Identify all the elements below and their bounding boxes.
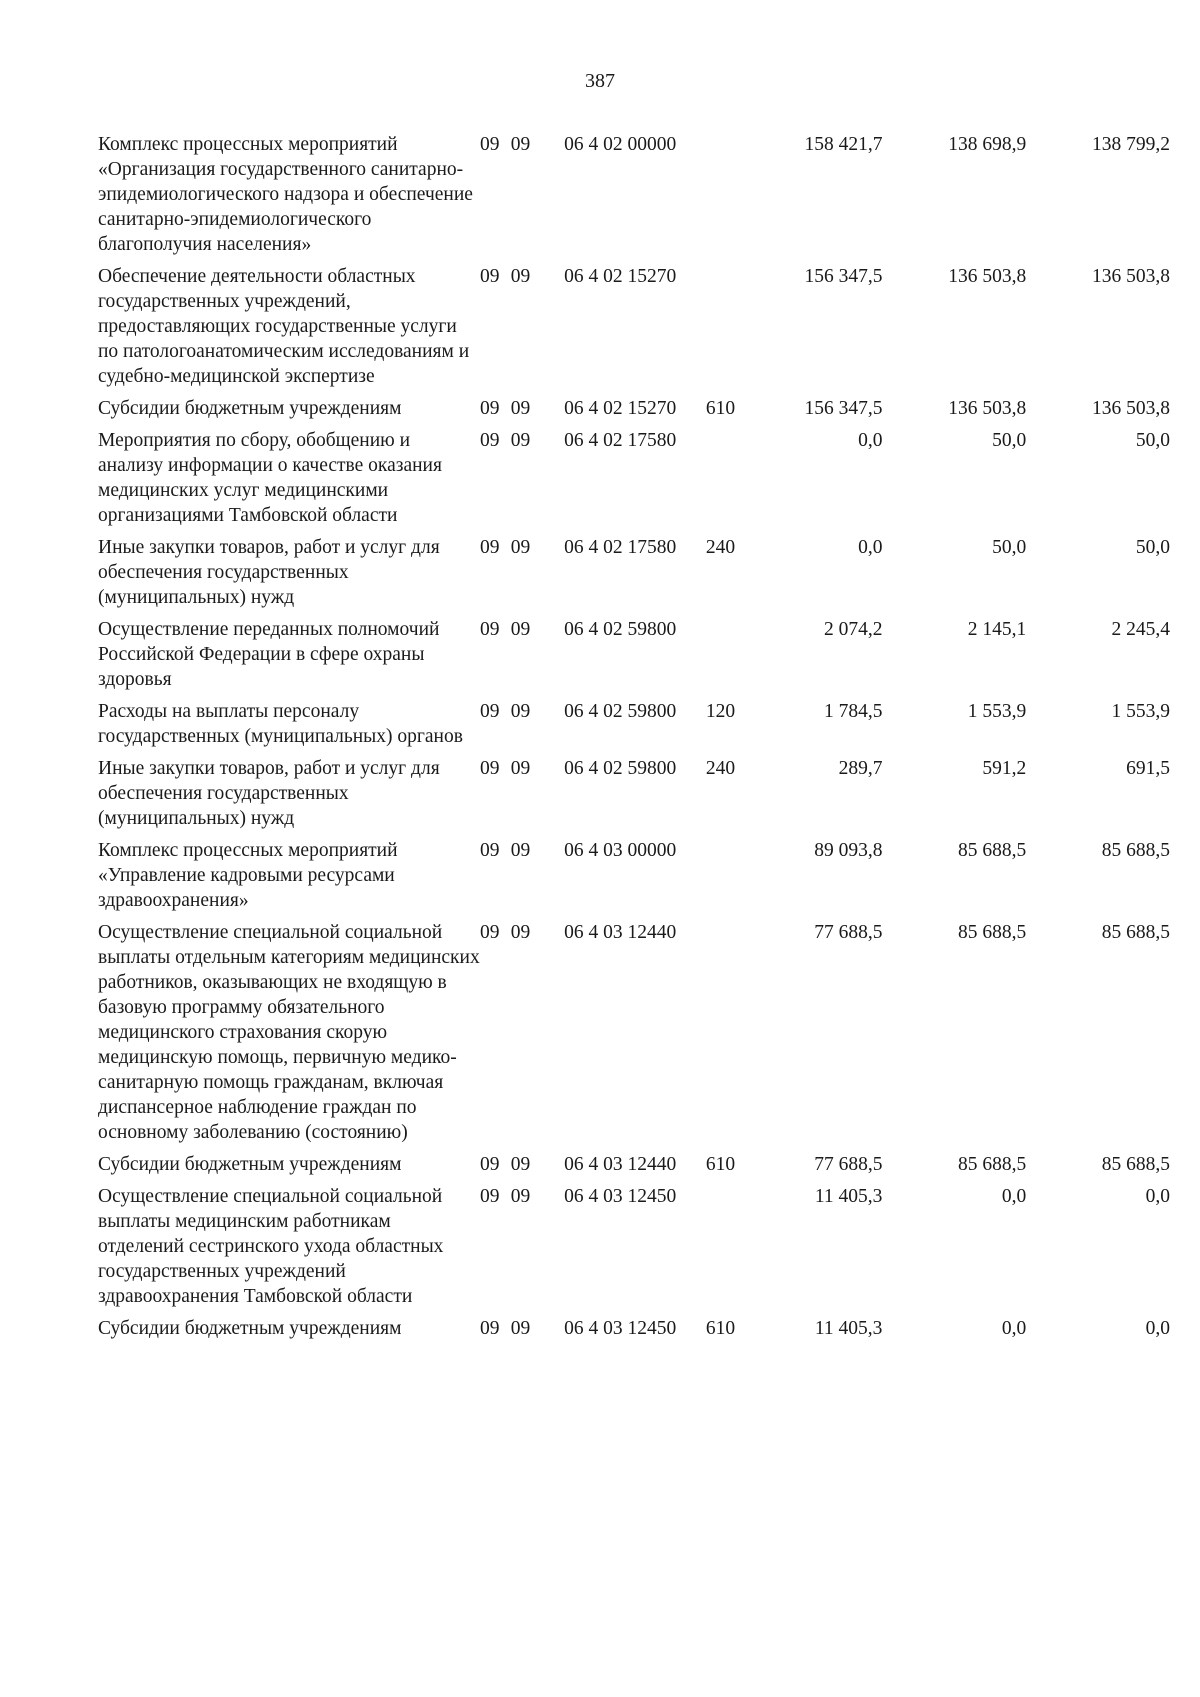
row-target-article: 06 4 03 12450: [564, 1186, 677, 1207]
row-subsection: 09: [510, 922, 531, 943]
row-amount-year-3: 50,0: [1135, 430, 1170, 451]
row-expense-type: 610: [705, 1154, 736, 1175]
page-number: 387: [585, 70, 615, 92]
row-amount-year-1: 0,0: [858, 537, 883, 558]
table-row: [98, 838, 1170, 920]
row-amount-year-2: 591,2: [982, 758, 1027, 779]
row-name: Иные закупки товаров, работ и услуг для обеспечения государственных (муниципальных) нужд: [98, 537, 440, 608]
row-target-article: 06 4 03 12440: [564, 1154, 677, 1175]
row-amount-year-3: 85 688,5: [1101, 840, 1170, 861]
row-amount-year-2: 85 688,5: [957, 922, 1027, 943]
row-amount-year-3: 50,0: [1135, 537, 1170, 558]
budget-table: [98, 132, 1170, 1348]
row-amount-year-3: 2 245,4: [1111, 619, 1170, 640]
row-amount-year-1: 77 688,5: [814, 1154, 883, 1175]
table-row: [98, 617, 1170, 699]
row-section: 09: [479, 266, 500, 287]
row-amount-year-1: 156 347,5: [804, 266, 883, 287]
row-target-article: 06 4 02 00000: [564, 134, 677, 155]
row-target-article: 06 4 03 12450: [564, 1318, 677, 1339]
row-amount-year-1: 11 405,3: [814, 1186, 883, 1207]
row-expense-type: 120: [705, 701, 736, 722]
row-target-article: 06 4 02 59800: [564, 619, 677, 640]
row-expense-type: [706, 264, 768, 396]
row-section: 09: [479, 1318, 500, 1339]
row-amount-year-2: 85 688,5: [957, 1154, 1027, 1175]
row-amount-year-1: 156 347,5: [804, 398, 883, 419]
row-amount-year-2: 0,0: [1001, 1318, 1027, 1339]
row-target-article: 06 4 03 00000: [564, 840, 677, 861]
row-section: 09: [479, 398, 500, 419]
row-amount-year-3: 0,0: [1145, 1318, 1170, 1339]
row-target-article: 06 4 02 59800: [564, 758, 677, 779]
row-amount-year-2: 1 553,9: [967, 701, 1027, 722]
row-subsection: 09: [510, 1318, 531, 1339]
row-name: Субсидии бюджетным учреждениям: [98, 398, 402, 419]
row-name: Мероприятия по сбору, обобщению и анализу информации о качестве оказания медицинских услуг медицинскими организациями Тамбовской области: [98, 430, 442, 526]
row-amount-year-3: 138 799,2: [1092, 134, 1170, 155]
row-expense-type: 610: [705, 398, 736, 419]
row-section: 09: [479, 758, 500, 779]
row-amount-year-1: 2 074,2: [823, 619, 883, 640]
table-row: [98, 535, 1170, 617]
row-section: 09: [479, 134, 500, 155]
row-subsection: 09: [510, 537, 531, 558]
row-section: 09: [479, 619, 500, 640]
row-target-article: 06 4 03 12440: [564, 922, 677, 943]
row-name: Осуществление специальной социальной выплаты отдельным категориям медицинских работников, оказывающих не входящую в базовую программу обязательного медицинского страхования скорую медицинскую помощь, первичную медико-санитарную помощь гражданам, включая диспансерное наблюдение граждан по основному заболеванию (состоянию): [98, 922, 480, 1143]
row-name: Расходы на выплаты персоналу государственных (муниципальных) органов: [98, 701, 463, 747]
row-target-article: 06 4 02 59800: [564, 701, 677, 722]
table-row: [98, 756, 1170, 838]
row-name: Иные закупки товаров, работ и услуг для обеспечения государственных (муниципальных) нужд: [98, 758, 440, 829]
row-name: Осуществление специальной социальной выплаты медицинским работникам отделений сестринского ухода областных государственных учреждений здравоохранения Тамбовской области: [98, 1186, 444, 1307]
row-expense-type: [706, 428, 768, 535]
row-subsection: 09: [510, 1154, 531, 1175]
row-amount-year-1: 158 421,7: [804, 134, 883, 155]
row-amount-year-3: 136 503,8: [1092, 398, 1170, 419]
table-row: [98, 920, 1170, 1152]
row-amount-year-2: 138 698,9: [948, 134, 1027, 155]
row-section: 09: [479, 840, 500, 861]
row-amount-year-3: 85 688,5: [1101, 922, 1170, 943]
row-amount-year-2: 50,0: [992, 537, 1027, 558]
row-subsection: 09: [510, 619, 531, 640]
row-amount-year-1: 289,7: [838, 758, 883, 779]
row-target-article: 06 4 02 15270: [564, 398, 677, 419]
row-amount-year-2: 2 145,1: [967, 619, 1027, 640]
row-subsection: 09: [510, 430, 531, 451]
row-section: 09: [479, 1186, 500, 1207]
row-target-article: 06 4 02 17580: [564, 430, 677, 451]
row-name: Субсидии бюджетным учреждениям: [98, 1318, 402, 1339]
row-subsection: 09: [510, 1186, 531, 1207]
row-amount-year-1: 1 784,5: [823, 701, 883, 722]
row-amount-year-1: 77 688,5: [814, 922, 883, 943]
row-amount-year-2: 85 688,5: [957, 840, 1027, 861]
row-name: Субсидии бюджетным учреждениям: [98, 1154, 402, 1175]
row-amount-year-3: 1 553,9: [1111, 701, 1170, 722]
row-subsection: 09: [510, 266, 531, 287]
row-amount-year-1: 11 405,3: [814, 1318, 883, 1339]
row-expense-type: 610: [705, 1318, 736, 1339]
row-section: 09: [479, 701, 500, 722]
row-expense-type: 240: [705, 537, 736, 558]
row-name: Комплекс процессных мероприятий «Организация государственного санитарно-эпидемиологического надзора и обеспечение санитарно-эпидемиологического благополучия населения»: [98, 134, 473, 255]
row-amount-year-3: 136 503,8: [1092, 266, 1170, 287]
row-expense-type: [706, 132, 768, 264]
table-row: [98, 132, 1170, 264]
row-expense-type: [706, 838, 768, 920]
row-amount-year-3: 85 688,5: [1101, 1154, 1170, 1175]
row-subsection: 09: [510, 701, 531, 722]
table-row: [98, 699, 1170, 756]
table-row: [98, 264, 1170, 396]
row-amount-year-1: 89 093,8: [814, 840, 883, 861]
row-expense-type: [706, 920, 768, 1152]
table-row: [98, 1152, 1170, 1184]
row-amount-year-1: 0,0: [858, 430, 883, 451]
row-amount-year-2: 136 503,8: [948, 266, 1027, 287]
row-expense-type: [706, 1184, 768, 1316]
row-section: 09: [479, 1154, 500, 1175]
table-row: [98, 428, 1170, 535]
row-expense-type: [706, 617, 768, 699]
row-expense-type: 240: [705, 758, 736, 779]
row-subsection: 09: [510, 758, 531, 779]
row-target-article: 06 4 02 15270: [564, 266, 677, 287]
row-amount-year-3: 691,5: [1126, 758, 1170, 779]
row-amount-year-2: 50,0: [992, 430, 1027, 451]
row-subsection: 09: [510, 840, 531, 861]
row-name: Обеспечение деятельности областных государственных учреждений, предоставляющих государственные услуги по патологоанатомическим исследованиям и судебно-медицинской экспертизе: [98, 266, 470, 387]
row-subsection: 09: [510, 398, 531, 419]
row-name: Комплекс процессных мероприятий «Управление кадровыми ресурсами здравоохранения»: [98, 840, 398, 911]
table-row: [98, 1316, 1170, 1348]
row-subsection: 09: [510, 134, 531, 155]
row-section: 09: [479, 922, 500, 943]
row-target-article: 06 4 02 17580: [564, 537, 677, 558]
row-amount-year-2: 0,0: [1001, 1186, 1027, 1207]
row-amount-year-3: 0,0: [1145, 1186, 1170, 1207]
row-section: 09: [479, 537, 500, 558]
row-name: Осуществление переданных полномочий Российской Федерации в сфере охраны здоровья: [98, 619, 440, 690]
row-section: 09: [479, 430, 500, 451]
row-amount-year-2: 136 503,8: [948, 398, 1027, 419]
table-row: [98, 1184, 1170, 1316]
table-row: [98, 396, 1170, 428]
budget-table-body: [98, 132, 1170, 1348]
